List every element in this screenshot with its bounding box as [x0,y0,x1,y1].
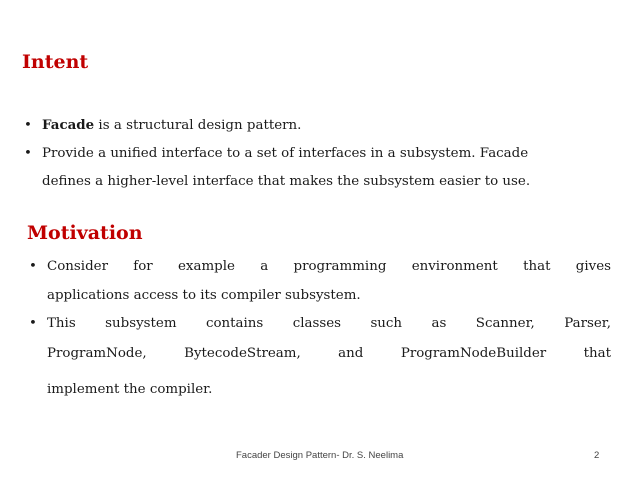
intent-bullet1-text [42,117,301,134]
facade-term: Facade [42,117,95,133]
intent-bullet2-line2: defines a higher-level interface that makes the subsystem easier to use. [42,174,531,189]
intent-heading: Intent [22,51,89,73]
intent-bullet2-marker: • [24,146,32,161]
page-number: 2 [594,450,600,461]
intent-bullet2-line1: Provide a unified interface to a set of interfaces in a subsystem. Facade [42,146,529,161]
motivation-bullet1-marker: • [29,259,37,274]
motivation-bullet2-marker: • [29,316,37,331]
motivation-bullet1-line2: applications access to its compiler subsystem. [47,288,361,303]
footer-text: Facader Design Pattern- Dr. S. Neelima [236,450,404,461]
intent-bullet1-rest: is a structural design pattern. [94,118,302,133]
motivation-bullet2-line3: implement the compiler. [47,382,213,397]
motivation-bullet1-line1: Consider for example a programming environment that gives [47,259,611,274]
intent-bullet1-marker: • [24,118,32,133]
motivation-bullet2-line2: ProgramNode, BytecodeStream, and ProgramNodeBuilder that [47,346,611,361]
motivation-heading: Motivation [27,222,143,244]
motivation-bullet2-line1: This subsystem contains classes such as Scanner, Parser, [47,316,611,331]
